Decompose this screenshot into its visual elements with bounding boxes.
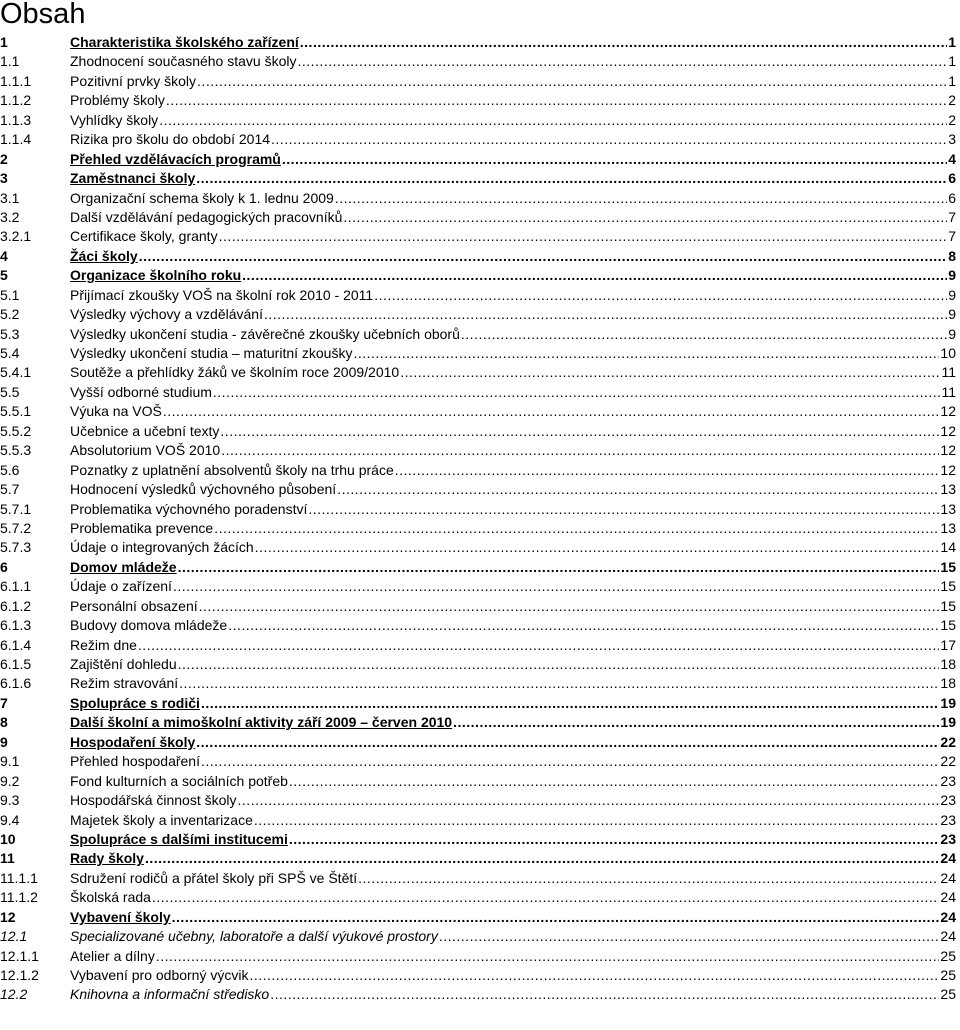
toc-entry[interactable] bbox=[0, 169, 956, 188]
toc-entry-number: 6.1.4 bbox=[0, 636, 32, 653]
toc-entry-label[interactable]: Organizace školního roku bbox=[70, 267, 242, 284]
toc-entry[interactable] bbox=[0, 130, 956, 149]
toc-entry-number: 1.1.4 bbox=[0, 131, 32, 148]
toc-entry-page-number: 24 bbox=[940, 869, 956, 886]
toc-entry-label[interactable]: Výsledky ukončení studia – maturitní zkoušky bbox=[70, 345, 353, 361]
toc-entry-number: 6.1.1 bbox=[0, 578, 32, 595]
toc-entry-number: 12.2 bbox=[0, 986, 28, 1003]
toc-entry-number: 9.1 bbox=[0, 753, 20, 770]
toc-dot-leader bbox=[172, 908, 940, 927]
toc-dot-leader bbox=[166, 91, 947, 110]
toc-entry-number: 1.1.3 bbox=[0, 111, 32, 128]
toc-entry-number: 5.5 bbox=[0, 383, 20, 400]
toc-dot-leader bbox=[214, 519, 939, 538]
toc-entry-label[interactable]: Přehled vzdělávacích programů bbox=[70, 150, 281, 167]
toc-entry-page-number: 12 bbox=[940, 422, 956, 439]
toc-entry-number: 1 bbox=[0, 34, 8, 50]
toc-entry-label[interactable]: Další vzdělávání pedagogických pracovníků bbox=[70, 208, 343, 225]
toc-entry-page-number: 6 bbox=[948, 170, 956, 187]
toc-entry[interactable] bbox=[0, 208, 956, 227]
toc-dot-leader bbox=[220, 422, 939, 441]
toc-dot-leader bbox=[213, 383, 941, 402]
toc-entry[interactable] bbox=[0, 558, 956, 577]
toc-entry-page-number: 6 bbox=[948, 189, 956, 206]
toc-dot-leader bbox=[358, 869, 939, 888]
toc-entry-number: 12 bbox=[0, 908, 16, 925]
toc-entry-number: 6 bbox=[0, 558, 8, 575]
toc-entry[interactable] bbox=[0, 480, 956, 499]
toc-dot-leader bbox=[255, 538, 940, 557]
toc-entry-label[interactable]: Domov mládeže bbox=[70, 558, 177, 575]
toc-entry-number: 9.4 bbox=[0, 811, 20, 828]
toc-entry-page-number: 15 bbox=[940, 597, 956, 614]
toc-entry-page-number: 11 bbox=[941, 364, 956, 381]
toc-entry[interactable] bbox=[0, 655, 956, 674]
toc-entry-number: 5.3 bbox=[0, 325, 20, 342]
toc-entry-label[interactable]: Údaje o integrovaných žácích bbox=[70, 539, 254, 556]
toc-dot-leader bbox=[242, 266, 947, 285]
toc-dot-leader bbox=[145, 849, 939, 868]
toc-entry-number: 9 bbox=[0, 733, 8, 750]
toc-entry-label[interactable]: Hodnocení výsledků výchovného působení bbox=[70, 481, 337, 498]
toc-entry-page-number: 24 bbox=[940, 889, 956, 906]
toc-entry-page-number: 24 bbox=[940, 928, 956, 945]
toc-entry-label[interactable]: Režim dne bbox=[70, 636, 137, 653]
toc-entry-page-number: 8 bbox=[948, 247, 956, 264]
toc-dot-leader bbox=[264, 305, 947, 324]
toc-entry-page-number: 1 bbox=[948, 72, 956, 89]
toc-entry-label[interactable]: Vyšší odborné studium bbox=[70, 383, 212, 400]
toc-entry[interactable] bbox=[0, 713, 956, 732]
toc-entry-label[interactable]: Fond kulturních a sociálních potřeb bbox=[70, 772, 288, 789]
toc-entry-number: 7 bbox=[0, 694, 8, 711]
toc-entry-number: 5.7.3 bbox=[0, 539, 32, 556]
toc-dot-leader bbox=[461, 325, 947, 344]
toc-entry-label[interactable]: Problémy školy bbox=[70, 92, 165, 109]
toc-entry-page-number: 19 bbox=[940, 694, 956, 711]
toc-entry-page-number: 9 bbox=[948, 267, 956, 284]
toc-entry-number: 5.6 bbox=[0, 461, 20, 478]
toc-entry-label[interactable]: Personální obsazení bbox=[70, 597, 198, 614]
toc-dot-leader bbox=[254, 811, 940, 830]
toc-entry[interactable] bbox=[0, 752, 956, 771]
toc-entry-label[interactable]: Rady školy bbox=[70, 850, 144, 867]
toc-entry-number: 1.1 bbox=[0, 53, 20, 70]
toc-entry-label[interactable]: Hospodaření školy bbox=[70, 733, 196, 750]
toc-entry[interactable] bbox=[0, 519, 956, 538]
toc-entry-label[interactable]: Spolupráce s rodiči bbox=[70, 694, 200, 711]
toc-entry-page-number: 13 bbox=[940, 481, 956, 498]
toc-entry-label[interactable]: Žáci školy bbox=[70, 247, 138, 264]
toc-entry-number: 12.1.2 bbox=[0, 967, 39, 983]
toc-entry-label[interactable]: Absolutorium VOŠ 2010 bbox=[70, 442, 221, 459]
toc-entry[interactable] bbox=[0, 52, 956, 71]
toc-dot-leader bbox=[308, 500, 939, 519]
toc-entry-label[interactable]: Zajištění dohledu bbox=[70, 656, 177, 672]
toc-entry-page-number: 9 bbox=[948, 286, 956, 303]
toc-dot-leader bbox=[337, 480, 939, 499]
toc-dot-leader bbox=[400, 363, 940, 382]
toc-dot-leader bbox=[138, 636, 940, 655]
toc-dot-leader bbox=[152, 888, 939, 907]
toc-entry-page-number: 13 bbox=[940, 500, 956, 517]
toc-entry-label[interactable]: Specializované učebny, laboratoře a další výukové prostory bbox=[70, 928, 438, 945]
toc-entry-number: 5.2 bbox=[0, 306, 20, 323]
toc-entry-number: 6.1.3 bbox=[0, 617, 32, 634]
toc-dot-leader bbox=[343, 208, 947, 227]
toc-entry-page-number: 3 bbox=[948, 131, 956, 148]
toc-entry-label[interactable]: Pozitivní prvky školy bbox=[70, 72, 197, 89]
toc-entry[interactable] bbox=[0, 325, 956, 344]
toc-entry-number: 5.4.1 bbox=[0, 364, 32, 381]
toc-entry[interactable] bbox=[0, 111, 956, 130]
toc-dot-leader bbox=[289, 830, 940, 849]
toc-entry-number: 6.1.2 bbox=[0, 597, 32, 614]
toc-dot-leader bbox=[228, 616, 939, 635]
toc-entry-page-number: 15 bbox=[940, 617, 956, 634]
toc-entry[interactable] bbox=[0, 247, 956, 266]
toc-entry-page-number: 2 bbox=[948, 92, 956, 109]
toc-entry-number: 6.1.5 bbox=[0, 656, 32, 672]
toc-dot-leader bbox=[249, 966, 939, 985]
toc-entry-label[interactable]: Hospodářská činnost školy bbox=[70, 792, 237, 809]
toc-entry-page-number: 22 bbox=[940, 753, 956, 770]
toc-entry-label[interactable]: Knihovna a informační středisko bbox=[70, 986, 270, 1003]
toc-dot-leader bbox=[179, 674, 939, 693]
toc-entry-label[interactable]: Organizační schema školy k 1. lednu 2009 bbox=[70, 189, 334, 206]
toc-entry[interactable] bbox=[0, 441, 956, 460]
toc-entry[interactable] bbox=[0, 91, 956, 110]
toc-entry-number: 12.1.1 bbox=[0, 947, 39, 964]
toc-entry-label[interactable]: Majetek školy a inventarizace bbox=[70, 811, 253, 828]
toc-entry-label[interactable]: Režim stravování bbox=[70, 675, 179, 692]
toc-dot-leader bbox=[289, 772, 940, 791]
toc-entry-page-number: 23 bbox=[940, 792, 956, 809]
toc-entry-page-number: 14 bbox=[940, 539, 956, 556]
toc-dot-leader bbox=[300, 33, 947, 52]
toc-dot-leader bbox=[395, 461, 940, 480]
toc-entry-label[interactable]: Přijímací zkoušky VOŠ na školní rok 2010 - 2011 bbox=[70, 286, 374, 303]
toc-entry-label[interactable]: Výsledky výchovy a vzdělávání bbox=[70, 306, 263, 323]
toc-entry-page-number: 15 bbox=[940, 578, 956, 595]
toc-dot-leader bbox=[173, 577, 939, 596]
toc-dot-leader bbox=[374, 286, 947, 305]
toc-entry-number: 3.2 bbox=[0, 208, 20, 225]
toc-entry[interactable] bbox=[0, 422, 956, 441]
toc-entry-label[interactable]: Zhodnocení současného stavu školy bbox=[70, 53, 297, 70]
toc-entry[interactable] bbox=[0, 500, 956, 519]
page-title: Obsah bbox=[0, 0, 86, 30]
toc-entry-number: 12.1 bbox=[0, 928, 28, 945]
toc-entry-number: 1.1.1 bbox=[0, 72, 32, 89]
toc-entry-label[interactable]: Rizika pro školu do období 2014 bbox=[70, 131, 271, 148]
toc-entry-label[interactable]: Výsledky ukončení studia - závěrečné zkoušky učebních oborů bbox=[70, 325, 460, 342]
toc-dot-leader bbox=[353, 344, 939, 363]
toc-entry-number: 4 bbox=[0, 247, 8, 264]
toc-entry-page-number: 13 bbox=[940, 519, 956, 536]
toc-entry-page-number: 23 bbox=[940, 811, 956, 828]
toc-dot-leader bbox=[159, 111, 947, 130]
toc-entry-label[interactable]: Další školní a mimoškolní aktivity září 2009 – červen 2010 bbox=[70, 714, 453, 731]
toc-entry-page-number: 25 bbox=[940, 967, 956, 983]
toc-entry-number: 5.4 bbox=[0, 345, 20, 361]
toc-entry-page-number: 15 bbox=[940, 558, 956, 575]
toc-dot-leader bbox=[156, 947, 940, 966]
toc-entry-number: 11.1.1 bbox=[0, 869, 38, 886]
toc-dot-leader bbox=[178, 558, 940, 577]
toc-entry-page-number: 9 bbox=[948, 306, 956, 323]
toc-entry[interactable] bbox=[0, 772, 956, 791]
toc-entry-page-number: 25 bbox=[940, 947, 956, 964]
toc-entry[interactable] bbox=[0, 363, 956, 382]
toc-entry-page-number: 23 bbox=[940, 772, 956, 789]
toc-entry-label[interactable]: Poznatky z uplatnění absolventů školy na trhu práce bbox=[70, 461, 394, 478]
toc-entry[interactable] bbox=[0, 966, 956, 985]
toc-entry-label[interactable]: Charakteristika školského zařízení bbox=[70, 34, 299, 50]
toc-entry-page-number: 11 bbox=[941, 383, 956, 400]
toc-entry-number: 10 bbox=[0, 830, 16, 847]
toc-dot-leader bbox=[196, 169, 947, 188]
toc-entry-label[interactable]: Přehled hospodaření bbox=[70, 753, 200, 770]
toc-dot-leader bbox=[335, 189, 947, 208]
toc-entry-page-number: 4 bbox=[948, 150, 956, 167]
toc-entry-number: 5 bbox=[0, 267, 8, 284]
toc-dot-leader bbox=[199, 597, 940, 616]
toc-entry-number: 2 bbox=[0, 150, 8, 167]
toc-entry-number: 1.1.2 bbox=[0, 92, 32, 109]
toc-entry-page-number: 10 bbox=[940, 345, 956, 361]
toc-entry[interactable] bbox=[0, 227, 956, 246]
toc-entry[interactable] bbox=[0, 733, 956, 752]
toc-entry-page-number: 12 bbox=[940, 442, 956, 459]
toc-entry-number: 5.5.3 bbox=[0, 442, 32, 459]
toc-entry-page-number: 7 bbox=[948, 228, 956, 245]
toc-entry-label[interactable]: Problematika výchovného poradenství bbox=[70, 500, 308, 517]
toc-entry-page-number: 2 bbox=[948, 111, 956, 128]
toc-entry-number: 9.2 bbox=[0, 772, 20, 789]
toc-entry[interactable] bbox=[0, 344, 956, 363]
toc-entry[interactable] bbox=[0, 927, 956, 946]
toc-entry[interactable] bbox=[0, 791, 956, 810]
toc-dot-leader bbox=[178, 655, 940, 674]
toc-dot-leader bbox=[270, 985, 939, 1004]
toc-entry[interactable] bbox=[0, 577, 956, 596]
toc-entry-label[interactable]: Vybavení školy bbox=[70, 908, 171, 925]
toc-entry[interactable] bbox=[0, 189, 956, 208]
toc-entry-number: 3.1 bbox=[0, 189, 20, 206]
toc-entry[interactable] bbox=[0, 461, 956, 480]
toc-entry-label[interactable]: Vybavení pro odborný výcvik bbox=[70, 967, 249, 983]
toc-dot-leader bbox=[282, 150, 947, 169]
toc-entry-label[interactable]: Údaje o zařízení bbox=[70, 578, 172, 595]
toc-entry-page-number: 12 bbox=[940, 403, 956, 420]
toc-entry-number: 6.1.6 bbox=[0, 675, 32, 692]
toc-dot-leader bbox=[197, 72, 947, 91]
toc-entry-label[interactable]: Atelier a dílny bbox=[70, 947, 155, 964]
toc-dot-leader bbox=[271, 130, 947, 149]
toc-entry[interactable] bbox=[0, 811, 956, 830]
toc-entry-label[interactable]: Problematika prevence bbox=[70, 519, 214, 536]
toc-entry-page-number: 24 bbox=[940, 850, 956, 867]
toc-dot-leader bbox=[297, 52, 947, 71]
toc-entry-page-number: 19 bbox=[940, 714, 956, 731]
toc-entry-page-number: 1 bbox=[948, 34, 956, 50]
toc-dot-leader bbox=[453, 713, 939, 732]
toc-entry-page-number: 23 bbox=[940, 830, 956, 847]
toc-entry-label[interactable]: Vyhlídky školy bbox=[70, 111, 159, 128]
toc-entry-number: 5.7.1 bbox=[0, 500, 32, 517]
toc-entry-page-number: 24 bbox=[940, 908, 956, 925]
toc-entry[interactable] bbox=[0, 286, 956, 305]
toc-entry-number: 5.5.2 bbox=[0, 422, 32, 439]
toc-entry-label[interactable]: Sdružení rodičů a přátel školy při SPŠ ve Štětí bbox=[70, 869, 358, 886]
toc-entry[interactable] bbox=[0, 849, 956, 868]
toc-entry-page-number: 18 bbox=[940, 656, 956, 672]
toc-dot-leader bbox=[163, 402, 940, 421]
toc-entry-page-number: 18 bbox=[940, 675, 956, 692]
toc-entry-number: 5.5.1 bbox=[0, 403, 32, 420]
toc-entry-label[interactable]: Učebnice a učební texty bbox=[70, 422, 220, 439]
toc-entry[interactable] bbox=[0, 402, 956, 421]
toc-entry[interactable] bbox=[0, 266, 956, 285]
toc-entry-label[interactable]: Zaměstnanci školy bbox=[70, 170, 196, 187]
toc-entry-label[interactable]: Budovy domova mládeže bbox=[70, 617, 228, 634]
toc-entry-number: 3.2.1 bbox=[0, 228, 32, 245]
toc-entry[interactable] bbox=[0, 383, 956, 402]
toc-entry-number: 11.1.2 bbox=[0, 889, 38, 906]
toc-dot-leader bbox=[139, 247, 948, 266]
toc-entry-page-number: 1 bbox=[948, 53, 956, 70]
toc-entry[interactable] bbox=[0, 150, 956, 169]
toc-entry[interactable] bbox=[0, 72, 956, 91]
table-of-contents bbox=[0, 33, 956, 1005]
toc-entry[interactable] bbox=[0, 616, 956, 635]
toc-entry-number: 3 bbox=[0, 170, 8, 187]
toc-entry[interactable] bbox=[0, 888, 956, 907]
toc-entry[interactable] bbox=[0, 33, 956, 52]
toc-entry-page-number: 7 bbox=[948, 208, 956, 225]
toc-entry[interactable] bbox=[0, 830, 956, 849]
toc-dot-leader bbox=[201, 694, 939, 713]
toc-entry[interactable] bbox=[0, 947, 956, 966]
toc-dot-leader bbox=[221, 441, 939, 460]
toc-entry-number: 9.3 bbox=[0, 792, 20, 809]
toc-dot-leader bbox=[238, 791, 940, 810]
toc-entry-label[interactable]: Školská rada bbox=[70, 889, 151, 906]
toc-dot-leader bbox=[201, 752, 939, 771]
toc-entry[interactable] bbox=[0, 694, 956, 713]
toc-entry[interactable] bbox=[0, 538, 956, 557]
toc-entry-label[interactable]: Soutěže a přehlídky žáků ve školním roce 2009/2010 bbox=[70, 364, 400, 381]
toc-entry-number: 5.7 bbox=[0, 481, 20, 498]
toc-entry-page-number: 12 bbox=[940, 461, 956, 478]
toc-entry[interactable] bbox=[0, 985, 956, 1004]
toc-entry[interactable] bbox=[0, 674, 956, 693]
toc-entry-label[interactable]: Spolupráce s dalšími institucemi bbox=[70, 830, 288, 847]
toc-entry[interactable] bbox=[0, 869, 956, 888]
toc-entry-page-number: 9 bbox=[948, 325, 956, 342]
toc-entry-label[interactable]: Certifikace školy, granty bbox=[70, 228, 218, 245]
toc-entry-page-number: 17 bbox=[940, 636, 956, 653]
toc-dot-leader bbox=[439, 927, 940, 946]
toc-dot-leader bbox=[219, 227, 948, 246]
toc-entry-number: 5.7.2 bbox=[0, 519, 32, 536]
toc-dot-leader bbox=[196, 733, 939, 752]
toc-entry[interactable] bbox=[0, 636, 956, 655]
toc-entry-label[interactable]: Výuka na VOŠ bbox=[70, 403, 162, 420]
toc-entry[interactable] bbox=[0, 305, 956, 324]
toc-entry-number: 11 bbox=[0, 850, 15, 867]
toc-entry[interactable] bbox=[0, 597, 956, 616]
toc-entry-page-number: 22 bbox=[940, 733, 956, 750]
toc-entry-number: 8 bbox=[0, 714, 8, 731]
toc-entry-page-number: 25 bbox=[940, 986, 956, 1003]
toc-entry-number: 5.1 bbox=[0, 286, 20, 303]
toc-entry[interactable] bbox=[0, 908, 956, 927]
